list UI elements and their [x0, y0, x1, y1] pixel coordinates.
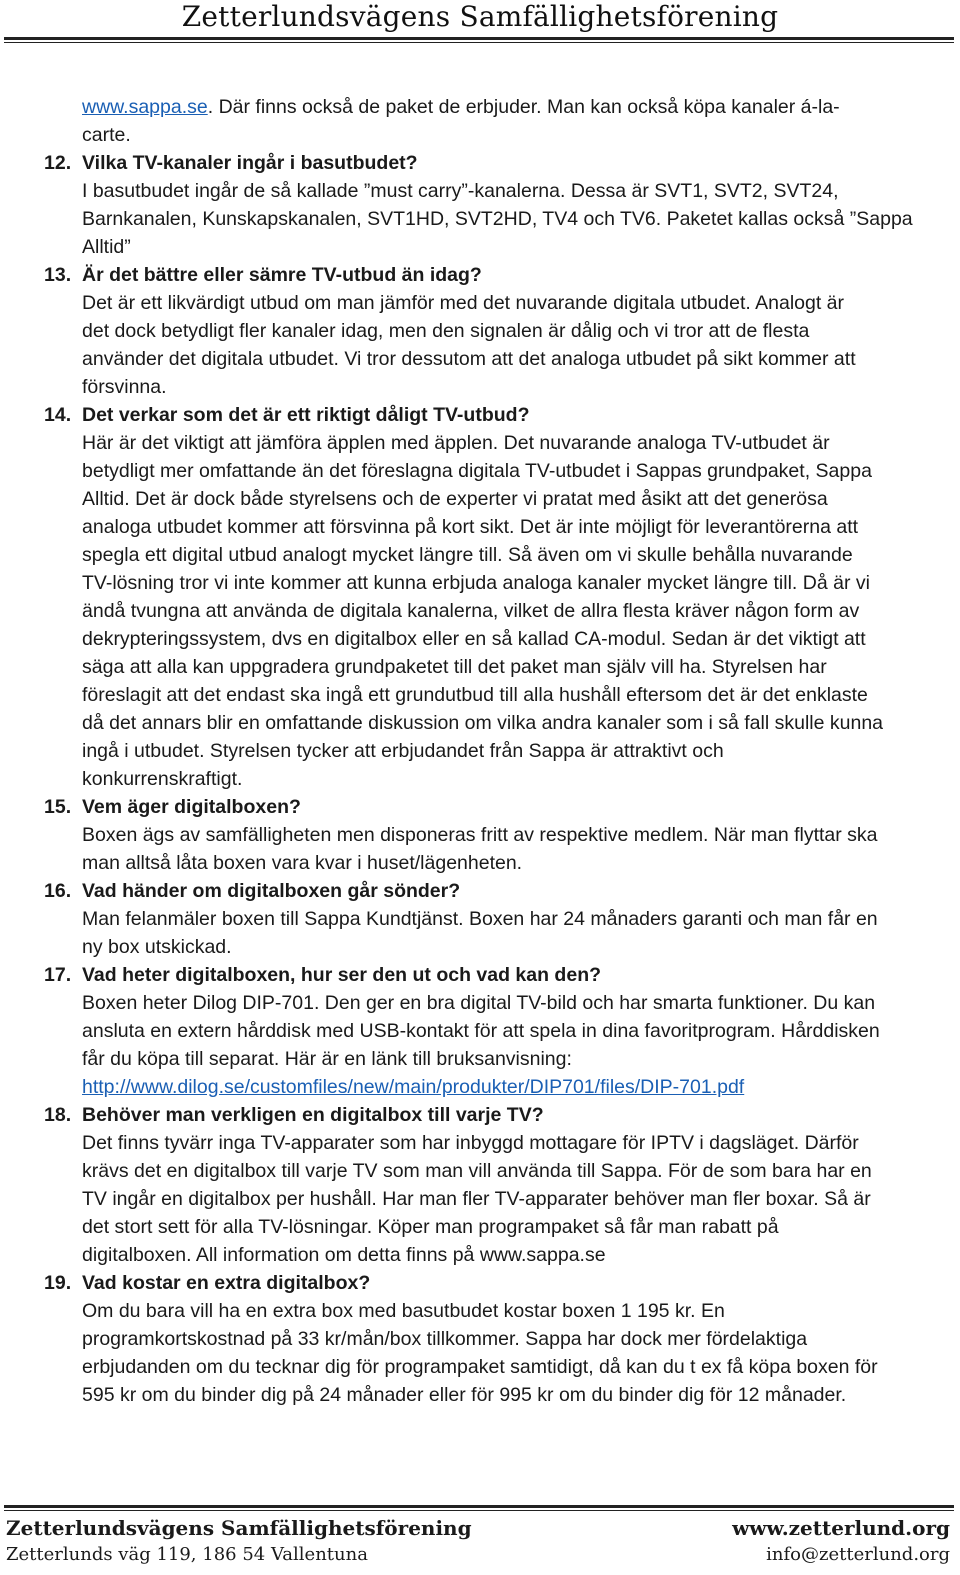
faq-question — [0, 1101, 960, 1129]
faq-answer-line: betydligt mer omfattande än det föreslagna digitala TV-utbudet i Sappas grundpaket, Sappa — [82, 460, 872, 482]
intro-line — [0, 93, 960, 121]
faq-answer-line: ny box utskickad. — [82, 936, 232, 958]
faq-answer-line: TV-lösning tror vi inte kommer att kunna erbjuda analoga kanaler mycket längre till. Då är vi — [82, 572, 870, 594]
faq-answer-line: får du köpa till separat. Här är en länk till bruksanvisning: — [82, 1048, 572, 1070]
faq-question-text: Vilka TV-kanaler ingår i basutbudet? — [82, 152, 418, 174]
document-body — [0, 93, 960, 1409]
faq-question-text: Vad heter digitalboxen, hur ser den ut och vad kan den? — [82, 964, 602, 986]
faq-question — [0, 261, 960, 289]
faq-answer-line: digitalboxen. All information om detta finns på www.sappa.se — [82, 1244, 606, 1266]
faq-question-text: Behöver man verkligen en digitalbox till varje TV? — [82, 1104, 544, 1126]
footer-org-name: Zetterlundsvägens Samfällighetsförening — [6, 1516, 472, 1540]
faq-number: 16. — [44, 880, 72, 902]
faq-question-text: Det verkar som det är ett riktigt dåligt TV-utbud? — [82, 404, 530, 426]
faq-answer-line: dekrypteringssystem, dvs en digitalbox eller en så kallad CA-modul. Sedan är det viktigt att — [82, 628, 866, 650]
faq-answer-line: säga att alla kan uppgradera grundpaketet till det paket man själv vill ha. Styrelsen har — [82, 656, 827, 678]
faq-answer-line: krävs det en digitalbox till varje TV som man vill använda till Sappa. För de som bara har en — [82, 1160, 872, 1182]
footer-website[interactable]: www.zetterlund.org — [732, 1516, 950, 1540]
faq-answer-line: programkortskostnad på 33 kr/mån/box tillkommer. Sappa har dock mer fördelaktiga — [82, 1328, 808, 1350]
faq-question — [0, 1269, 960, 1297]
faq-answer-line: I basutbudet ingår de så kallade ”must carry”-kanalerna. Dessa är SVT1, SVT2, SVT24, — [82, 180, 839, 202]
faq-answer-line: Man felanmäler boxen till Sappa Kundtjänst. Boxen har 24 månaders garanti och man får en — [82, 908, 878, 930]
faq-answer-line: TV ingår en digitalbox per hushåll. Har man fler TV-apparater behöver man fler boxar. Så är — [82, 1188, 871, 1210]
page-footer — [0, 1498, 960, 1575]
faq-question — [0, 961, 960, 989]
faq-answer-line: spegla ett digital utbud analogt mycket längre till. Så även om vi skulle behålla nuvarande — [82, 544, 853, 566]
faq-question-text: Är det bättre eller sämre TV-utbud än idag? — [82, 264, 482, 286]
faq-answer-line: då det annars blir en omfattande diskussion om vilka andra kanaler som i så fall skulle kunna — [82, 712, 884, 734]
faq-answer-line: Det finns tyvärr inga TV-apparater som har inbyggd mottagare för IPTV i dagsläget. Därför — [82, 1132, 859, 1154]
faq-answer-line — [0, 1073, 960, 1101]
footer-email[interactable]: info@zetterlund.org — [766, 1544, 950, 1565]
faq-answer-line: Alltid” — [82, 236, 131, 258]
header-title: Zetterlundsvägens Samfällighetsförening — [181, 0, 779, 33]
faq-question — [0, 877, 960, 905]
faq-number: 13. — [44, 264, 72, 286]
faq-question — [0, 401, 960, 429]
faq-answer-line: Barnkanalen, Kunskapskanalen, SVT1HD, SVT2HD, TV4 och TV6. Paketet kallas också ”Sappa — [82, 208, 913, 230]
faq-question-text: Vad händer om digitalboxen går sönder? — [82, 880, 461, 902]
faq-question-text: Vad kostar en extra digitalbox? — [82, 1272, 371, 1294]
faq-number: 18. — [44, 1104, 72, 1126]
faq-list — [0, 149, 960, 1409]
intro-text: . Där finns också de paket de erbjuder. Man kan också köpa kanaler á-la- — [207, 96, 840, 118]
faq-answer-line: använder det digitala utbudet. Vi tror dessutom att det analoga utbudet på sikt kommer att — [82, 348, 856, 370]
faq-question-text: Vem äger digitalboxen? — [82, 796, 301, 818]
faq-answer-line: Boxen heter Dilog DIP-701. Den ger en bra digital TV-bild och har smarta funktioner. Du kan — [82, 992, 876, 1014]
sappa-link[interactable]: www.sappa.se — [82, 96, 208, 118]
faq-number: 17. — [44, 964, 72, 986]
faq-answer-line: det stort sett för alla TV-lösningar. Köper man programpaket så får man rabatt på — [82, 1216, 779, 1238]
faq-question — [0, 149, 960, 177]
faq-answer-line: ingå i utbudet. Styrelsen tycker att erbjudandet från Sappa är attraktivt och — [82, 740, 724, 762]
faq-answer-line: ansluta en extern hårddisk med USB-kontakt för att spela in dina favoritprogram. Hårddisken — [82, 1020, 880, 1042]
faq-question — [0, 793, 960, 821]
faq-number: 15. — [44, 796, 72, 818]
faq-answer-line: föreslagit att det endast ska ingå ett grundutbud till alla hushåll eftersom det är det enklaste — [82, 684, 868, 706]
faq-answer-line: konkurrenskraftigt. — [82, 768, 243, 790]
faq-answer-line: 595 kr om du binder dig på 24 månader eller för 995 kr om du binder dig för 12 månader. — [82, 1384, 847, 1406]
faq-number: 14. — [44, 404, 72, 426]
faq-answer-line: försvinna. — [82, 376, 167, 398]
faq-answer-line: Här är det viktigt att jämföra äpplen med äpplen. Det nuvarande analoga TV-utbudet är — [82, 432, 830, 454]
intro-line-cont: carte. — [82, 124, 131, 146]
faq-answer-line: man alltså låta boxen vara kvar i huset/lägenheten. — [82, 852, 523, 874]
faq-answer-line: ändå tvungna att använda de digitala kanalerna, vilket de allra flesta kräver någon form av — [82, 600, 860, 622]
faq-answer-line: det dock betydligt fler kanaler idag, men den signalen är dålig och vi tror att de flesta — [82, 320, 810, 342]
faq-number: 19. — [44, 1272, 72, 1294]
faq-answer-line: erbjudanden om du tecknar dig för programpaket samtidigt, då kan du t ex få köpa boxen för — [82, 1356, 878, 1378]
faq-answer-line: analoga utbudet kommer att försvinna på kort sikt. Det är inte möjligt för leverantörerna att — [82, 516, 859, 538]
faq-number: 12. — [44, 152, 72, 174]
faq-answer-line: Det är ett likvärdigt utbud om man jämför med det nuvarande digitala utbudet. Analogt är — [82, 292, 845, 314]
footer-address: Zetterlunds väg 119, 186 54 Vallentuna — [6, 1544, 368, 1565]
faq-answer-line: Om du bara vill ha en extra box med basutbudet kostar boxen 1 195 kr. En — [82, 1300, 725, 1322]
faq-answer-line: Alltid. Det är dock både styrelsens och de experter vi pratat med åsikt att det generösa — [82, 488, 828, 510]
faq-answer-line: Boxen ägs av samfälligheten men disponeras fritt av respektive medlem. När man flyttar ska — [82, 824, 878, 846]
header-rule-thin — [4, 42, 954, 43]
header-rule-thick — [4, 37, 954, 40]
manual-link[interactable]: http://www.dilog.se/customfiles/new/main/produkter/DIP701/files/DIP-701.pdf — [82, 1076, 745, 1098]
